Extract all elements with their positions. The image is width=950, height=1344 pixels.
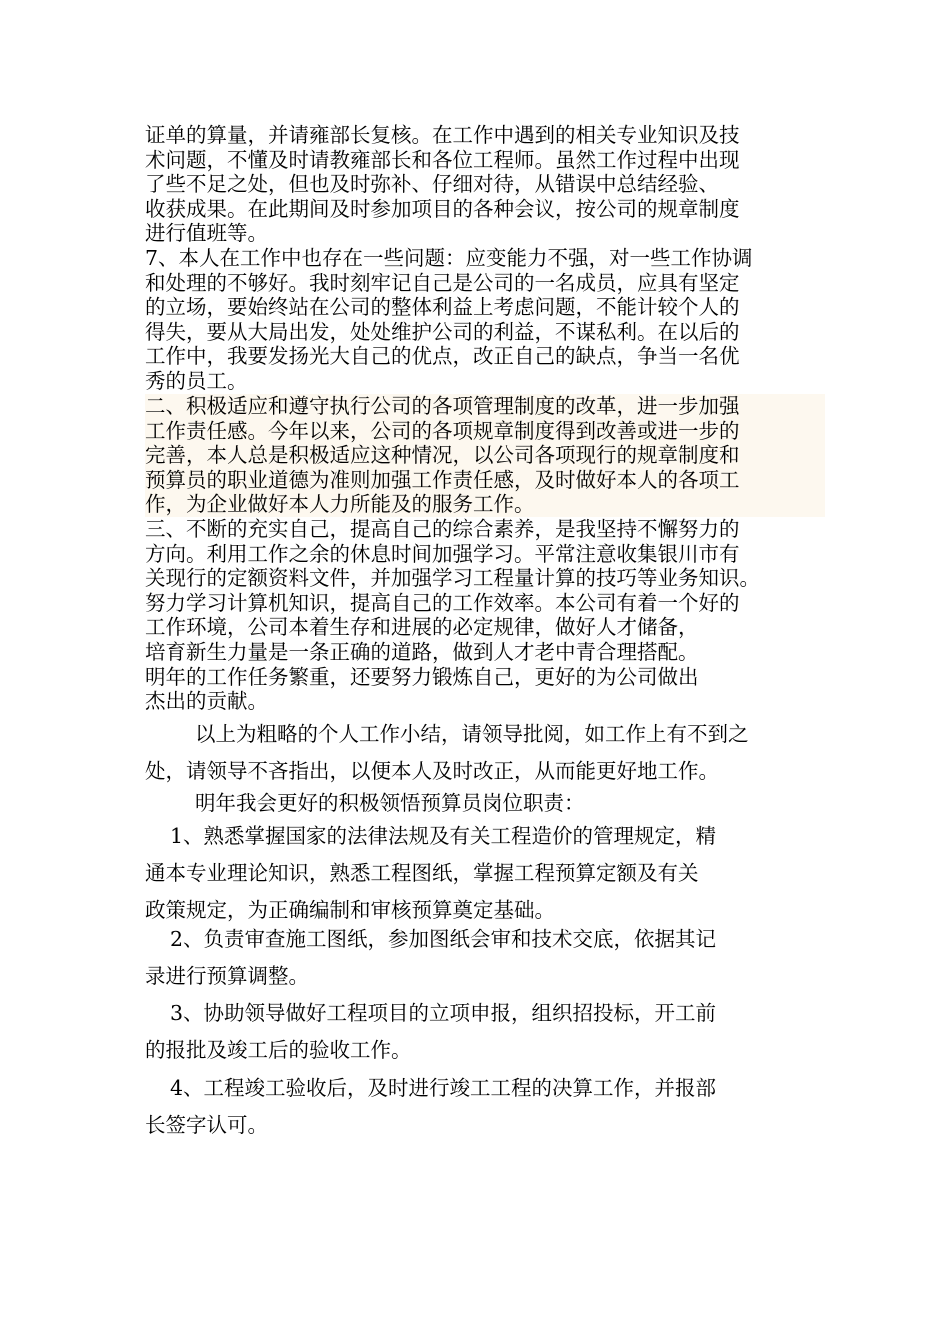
text-line: 证单的算量，并请雍部长复核。在工作中遇到的相关专业知识及技 xyxy=(145,123,740,147)
text-line: 4、工程竣工验收后，及时进行竣工工程的决算工作，并报部 xyxy=(170,1076,717,1100)
text-line: 政策规定，为正确编制和审核预算奠定基础。 xyxy=(145,898,555,922)
duty-item xyxy=(145,1070,825,1144)
text-line: 方向。利用工作之余的休息时间加强学习。平常注意收集银川市有 xyxy=(145,541,740,566)
text-line: 术问题，不懂及时请教雍部长和各位工程师。虽然工作过程中出现 xyxy=(145,147,740,172)
text-line: 秀的员工。 xyxy=(145,368,248,393)
text-line: 作，为企业做好本人力所能及的服务工作。 xyxy=(145,492,825,517)
duty-item xyxy=(145,995,825,1069)
text-line: 完善，本人总是积极适应这种情况，以公司各项现行的规章制度和 xyxy=(145,443,825,468)
paragraph-closing xyxy=(145,716,825,790)
text-line: 得失，要从大局出发，处处维护公司的利益，不谋私利。在以后的 xyxy=(145,319,740,344)
paragraph-problems xyxy=(145,246,825,394)
text-line: 明年我会更好的积极领悟预算员岗位职责： xyxy=(195,791,585,815)
text-line: 长签字认可。 xyxy=(145,1113,268,1137)
text-line: 预算员的职业道德为准则加强工作责任感，及时做好本人的各项工 xyxy=(145,468,825,493)
text-line: 录进行预算调整。 xyxy=(145,964,309,988)
text-line: 1、熟悉掌握国家的法律法规及有关工程造价的管理规定，精 xyxy=(170,824,717,848)
text-line: 二、积极适应和遵守执行公司的各项管理制度的改革，进一步加强 xyxy=(145,394,825,419)
text-line: 杰出的贡献。 xyxy=(145,689,268,714)
text-line: 明年的工作任务繁重，还要努力锻炼自己，更好的为公司做出 xyxy=(145,664,699,689)
text-line: 的立场，要始终站在公司的整体利益上考虑问题，不能计较个人的 xyxy=(145,295,740,320)
paragraph-work-review xyxy=(145,123,825,246)
paragraph-duties-intro xyxy=(145,785,825,822)
text-line: 培育新生力量是一条正确的道路，做到人才老中青合理搭配。 xyxy=(145,639,699,664)
paragraph-section-two xyxy=(145,394,825,517)
text-line: 通本专业理论知识，熟悉工程图纸，掌握工程预算定额及有关 xyxy=(145,861,699,885)
text-line: 收获成果。在此期间及时参加项目的各种会议，按公司的规章制度 xyxy=(145,196,740,221)
text-line: 工作中，我要发扬光大自己的优点，改正自己的缺点，争当一名优 xyxy=(145,344,740,369)
text-line: 关现行的定额资料文件，并加强学习工程量计算的技巧等业务知识。 xyxy=(145,566,760,591)
text-line: 2、负责审查施工图纸，参加图纸会审和技术交底，依据其记 xyxy=(170,927,717,951)
text-line: 工作环境，公司本着生存和进展的必定规律，做好人才储备， xyxy=(145,615,699,640)
text-line: 7、本人在工作中也存在一些问题：应变能力不强，对一些工作协调 xyxy=(145,246,753,270)
text-line: 了些不足之处，但也及时弥补、仔细对待，从错误中总结经验、 xyxy=(145,172,719,197)
text-line: 工作责任感。今年以来，公司的各项规章制度得到改善或进一步的 xyxy=(145,419,825,444)
text-line: 处，请领导不吝指出，以便本人及时改正，从而能更好地工作。 xyxy=(145,759,719,783)
text-line: 3、协助领导做好工程项目的立项申报，组织招投标，开工前 xyxy=(170,1001,717,1025)
text-line: 和处理的不够好。我时刻牢记自己是公司的一名成员，应具有坚定 xyxy=(145,270,740,295)
text-line: 三、不断的充实自己，提高自己的综合素养，是我坚持不懈努力的 xyxy=(145,517,740,541)
paragraph-section-three xyxy=(145,517,825,714)
duty-item xyxy=(145,818,825,929)
text-line: 努力学习计算机知识，提高自己的工作效率。本公司有着一个好的 xyxy=(145,590,740,615)
text-line: 以上为粗略的个人工作小结，请领导批阅，如工作上有不到之 xyxy=(195,722,749,746)
text-line: 的报批及竣工后的验收工作。 xyxy=(145,1038,412,1062)
text-line: 进行值班等。 xyxy=(145,221,268,246)
duty-item xyxy=(145,921,825,995)
